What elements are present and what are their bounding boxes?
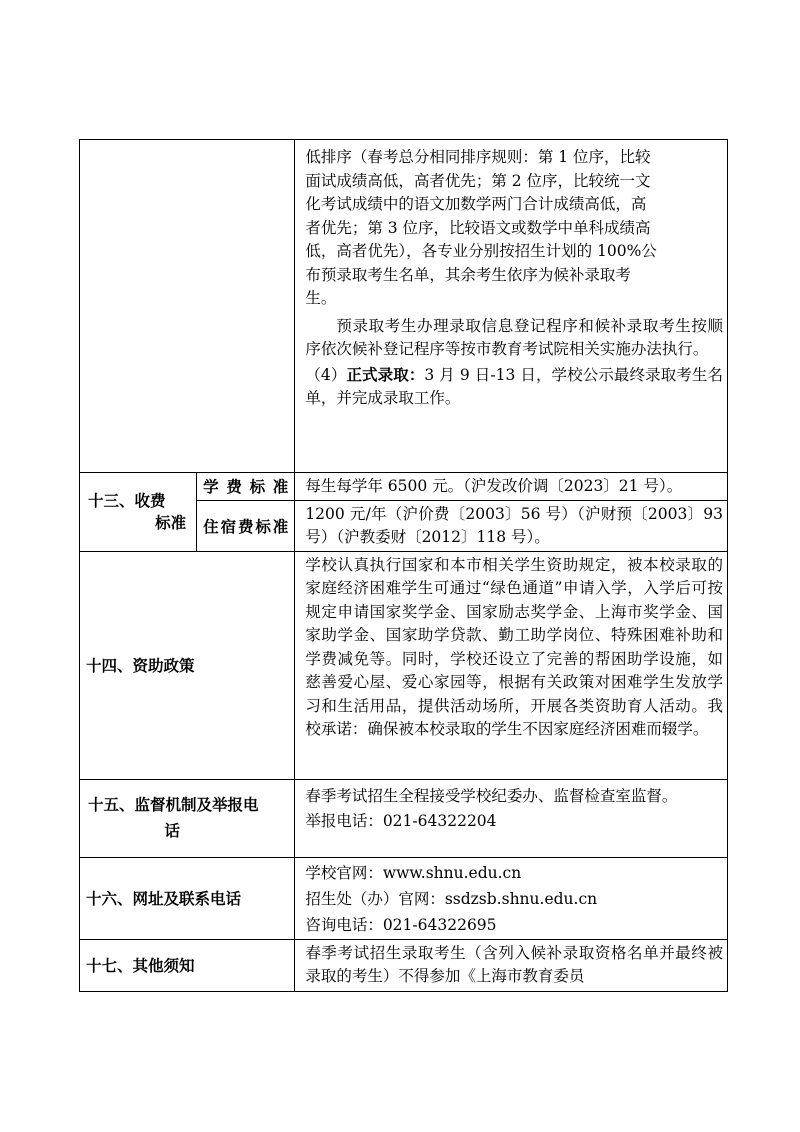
other-text: 春季考试招生录取考生（含列入候补录取资格名单并最终被录取的考生）不得参加《上海市教育委员 [295,939,728,991]
admission-line: 者优先；第 3 位序，比较语文或数学中单科成绩高 [305,218,651,237]
supervision-text-cell [295,779,728,857]
lodging-text: 1200 元/年（沪价费〔2003〕56 号）（沪财预〔2003〕93 号）（沪教委财〔2012〕118 号）。 [295,500,728,551]
lodging-label: 住宿费标准 [197,500,295,551]
tuition-label: 学费标准 [197,473,295,501]
section-13-label-line1: 十三、收费 [88,491,166,510]
tuition-text: 每生每学年 6500 元。（沪发改价调〔2023〕21 号）。 [295,473,728,501]
admission-label-cell [80,140,295,473]
section-14-label: 十四、资助政策 [80,551,295,779]
admission-line: 化考试成绩中的语文加数学两门合计成绩高低，高 [305,195,647,213]
row-supervision [80,779,728,857]
contact-cell [295,857,728,939]
admission-office-website: 招生处（办）官网：ssdzsb.shnu.edu.cn [305,889,598,908]
school-website: 学校官网：www.shnu.edu.cn [305,863,522,882]
admission-content-cell [295,140,728,473]
report-hotline: 举报电话：021-64322204 [305,812,497,830]
row-tuition [80,473,728,501]
aid-text: 学校认真执行国家和本市相关学生资助规定，被本校录取的家庭经济困难学生可通过“绿色通道”申请入学，入学后可按规定申请国家奖学金、国家励志奖学金、上海市奖学金、国家助学金、国家助学贷款、勤工助学岗位、特殊困难补助和学费减免等。同时，学校还设立了完善的帮困助学设施，如慈善爱心屋、爱心家园等，根据有关政策对困难学生发放学习和生活用品，提供活动场所，开展各类资助育人活动。我校承诺：确保被本校录取的学生不因家庭经济困难而辍学。 [295,551,728,779]
section-15-label [80,779,295,857]
section-16-label: 十六、网址及联系电话 [80,857,295,939]
supervision-text: 春季考试招生全程接受学校纪委办、监督检查室监督。 [305,786,678,805]
section-15-label-line1: 十五、监督机制及举报电 [88,796,259,814]
admission-para2: 预录取考生办理录取信息登记程序和候补录取考生按顺序依次候补登记程序等按市教育考试院相关实施办法执行。 [305,316,723,358]
admission-para3-text: 3 月 9 日-13 日，学校公示最终录取考生名单，并完成录取工作。 [305,365,723,407]
admission-table [79,139,728,992]
section-15-label-line2: 话 [164,822,180,840]
row-other [80,939,728,991]
row-contact [80,857,728,939]
admission-para3-prefix: （4） [305,365,347,384]
row-admission-continued [80,140,728,473]
section-17-label: 十七、其他须知 [80,939,295,991]
admission-line: 布预录取考生名单，其余考生依序为候补录取考 [305,265,631,284]
admission-line: 低，高者优先），各专业分别按招生计划的 100%公 [305,242,657,260]
admission-line: 面试成绩高低，高者优先；第 2 位序，比较统一文 [305,171,651,190]
formal-admission-heading: 正式录取： [346,365,425,384]
admission-line: 生。 [305,289,337,307]
consult-phone: 咨询电话：021-64322695 [305,915,497,934]
admission-para3 [305,364,723,411]
admission-para1 [305,146,723,311]
admission-line: 低排序（春考总分相同排序规则：第 1 位序，比较 [305,148,651,166]
section-13-label [80,473,197,552]
section-13-label-line2: 标准 [155,513,187,532]
row-aid [80,551,728,779]
